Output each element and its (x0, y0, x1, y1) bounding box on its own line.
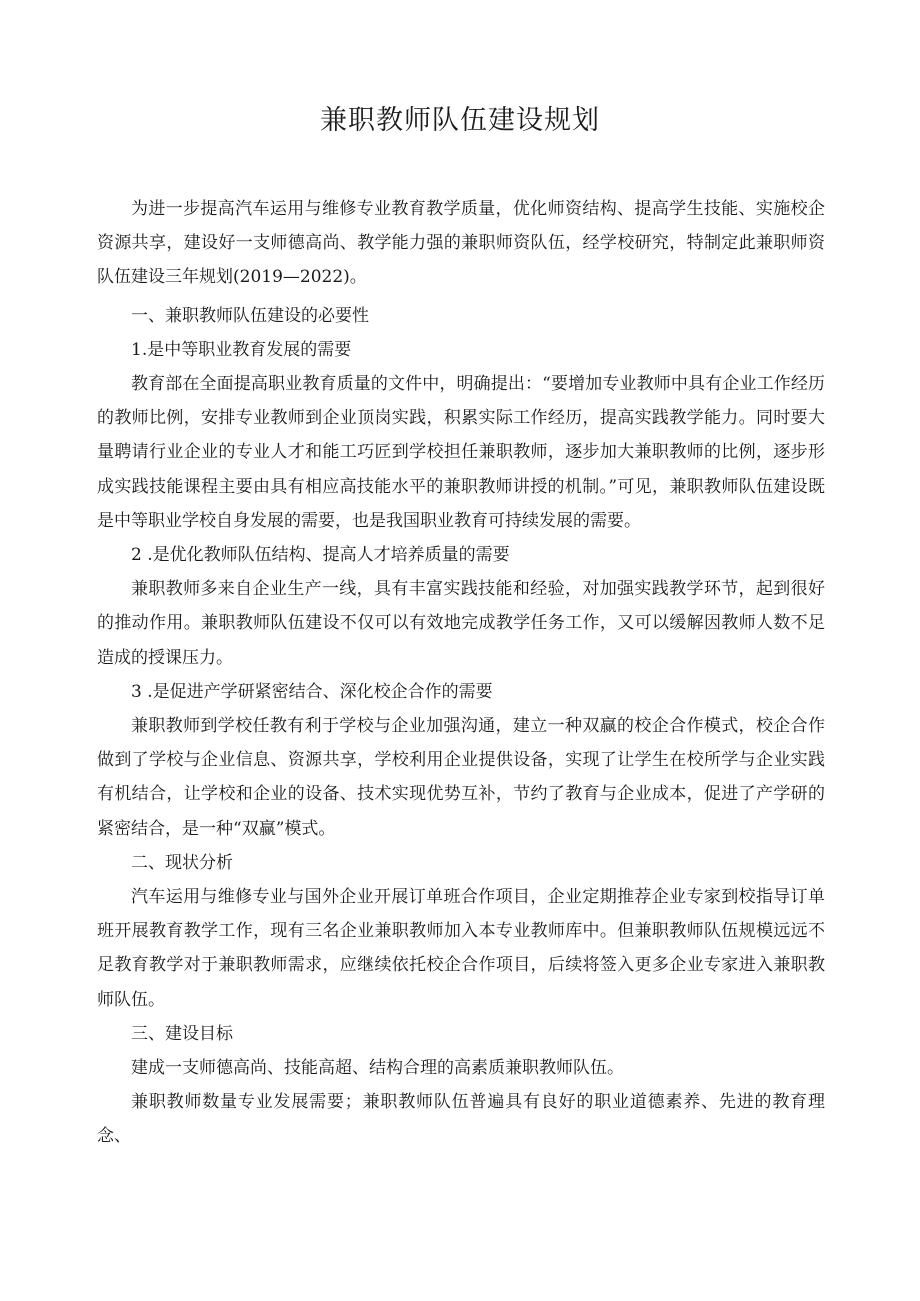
paragraph-status: 汽车运用与维修专业与国外企业开展订单班合作项目，企业定期推荐企业专家到校指导订单班开展教育教学工作，现有三名企业兼职教师加入本专业教师库中。但兼职教师队伍规模远远不足教育教学对于兼职教师需求，应继续依托校企合作项目，后续将签入更多企业专家进入兼职教师队伍。 (97, 887, 825, 1010)
section-heading-goals: 三、建设目标 (131, 1023, 233, 1044)
subheading-2: 2 .是优化教师队伍结构、提高人才培养质量的需要 (131, 545, 510, 566)
subheading-1: 1.是中等职业教育发展的需要 (131, 339, 352, 360)
intro-paragraph: 为进一步提高汽车运用与维修专业教育教学质量，优化师资结构、提高学生技能、实施校企资源共享，建设好一支师德高尚、教学能力强的兼职师资队伍，经学校研究，特制定此兼职师资队伍建设三年规划(2019—2022)。 (97, 199, 825, 288)
subheading-3: 3 .是促进产学研紧密结合、深化校企合作的需要 (131, 681, 493, 702)
paragraph-2: 兼职教师多来自企业生产一线，具有丰富实践技能和经验，对加强实践教学环节，起到很好的推动作用。兼职教师队伍建设不仅可以有效地完成教学任务工作，又可以缓解因教师人数不足造成的授课压力。 (97, 579, 825, 668)
paragraph-goal-1: 建成一支师德高尚、技能高超、结构合理的高素质兼职教师队伍。 (131, 1058, 624, 1079)
section-heading-necessity: 一、兼职教师队伍建设的必要性 (131, 305, 369, 326)
section-heading-status: 二、现状分析 (131, 852, 233, 873)
paragraph-goal-2: 兼职教师数量专业发展需要；兼职教师队伍普遍具有良好的职业道德素养、先进的教育理念、 (97, 1092, 825, 1147)
paragraph-1: 教育部在全面提高职业教育质量的文件中，明确提出：“要增加专业教师中具有企业工作经历的教师比例，安排专业教师到企业顶岗实践，积累实际工作经历，提高实践教学能力。同时要大量聘请行业企业的专业人才和能工巧匠到学校担任兼职教师，逐步加大兼职教师的比例，逐步形成实践技能课程主要由具有相应高技能水平的兼职教师讲授的机制。”可见，兼职教师队伍建设既是中等职业学校自身发展的需要，也是我国职业教育可持续发展的需要。 (97, 374, 825, 531)
document-body (97, 192, 825, 1154)
document-title: 兼职教师队伍建设规划 (320, 105, 600, 136)
paragraph-3: 兼职教师到学校任教有利于学校与企业加强沟通，建立一种双赢的校企合作模式，校企合作做到了学校与企业信息、资源共享，学校利用企业提供设备，实现了让学生在校所学与企业实践有机结合，让学校和企业的设备、技术实现优势互补，节约了教育与企业成本，促进了产学研的紧密结合，是一种“双赢”模式。 (97, 716, 825, 839)
